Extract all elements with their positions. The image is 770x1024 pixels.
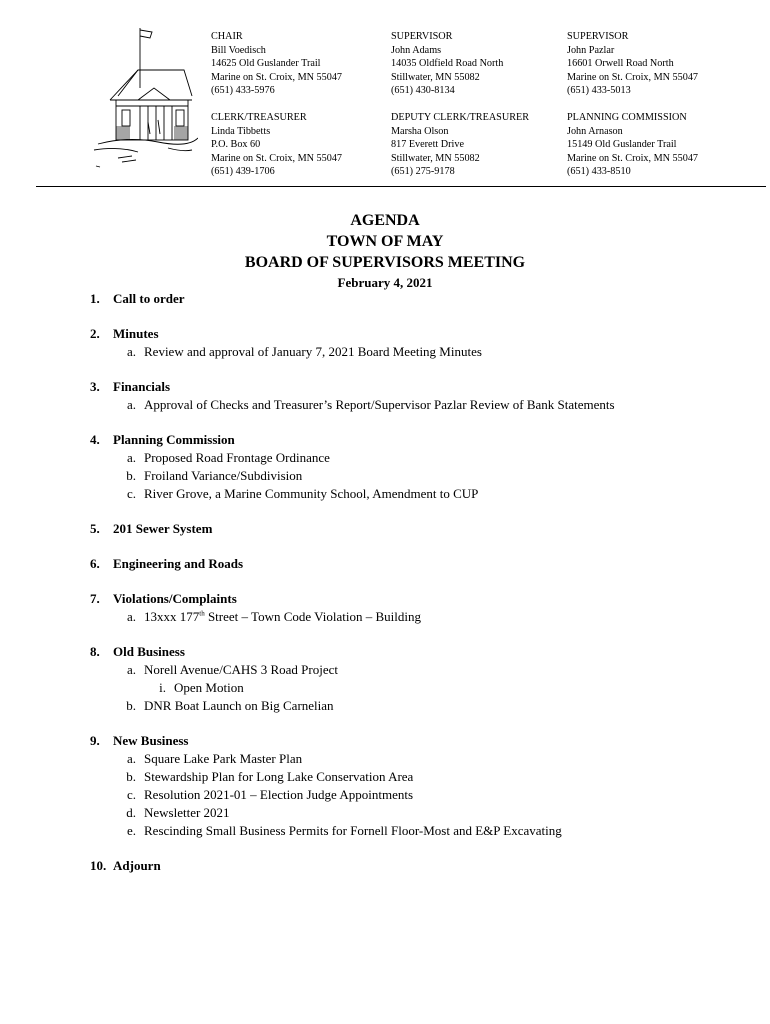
sub-text: Rescinding Small Business Permits for Fornell Floor-Most and E&P Excavating — [144, 823, 562, 838]
contact-planning-commission — [567, 111, 698, 179]
agenda-title-block — [0, 210, 770, 293]
item-title: Violations/Complaints — [113, 591, 237, 606]
header-divider — [36, 186, 766, 187]
contact-city: Stillwater, MN 55082 — [391, 71, 480, 83]
sub-item — [90, 467, 750, 485]
contact-name: John Arnason — [567, 125, 623, 137]
sub-item — [90, 786, 750, 804]
sub-sub-item — [90, 679, 750, 697]
sub-text — [144, 608, 421, 626]
agenda-item-violations — [90, 590, 750, 626]
item-title: New Business — [113, 733, 189, 748]
contact-chair — [211, 30, 342, 98]
item-number: 6. — [90, 556, 100, 571]
title-agenda: AGENDA — [350, 212, 420, 229]
sub-item — [90, 661, 750, 679]
sub-letter: a. — [126, 609, 136, 624]
town-hall-sketch-logo — [88, 26, 198, 176]
item-number: 9. — [90, 733, 100, 748]
contact-city: Marine on St. Croix, MN 55047 — [567, 152, 699, 164]
contact-phone: (651) 275-9178 — [391, 166, 455, 177]
item-number: 3. — [90, 379, 100, 394]
contact-role: CHAIR — [211, 31, 243, 42]
sub-item — [90, 343, 750, 361]
contact-role: SUPERVISOR — [567, 31, 629, 42]
contact-supervisor-pazlar — [567, 30, 698, 98]
item-number: 2. — [90, 326, 100, 341]
sub-letter: a. — [126, 751, 136, 766]
sub-text: Resolution 2021-01 – Election Judge Appointments — [144, 787, 414, 802]
sub-letter: d. — [126, 805, 136, 820]
contact-role: SUPERVISOR — [391, 31, 453, 42]
item-title: Minutes — [113, 326, 159, 341]
sub-text: Newsletter 2021 — [144, 805, 230, 820]
contact-phone: (651) 433-5013 — [567, 85, 631, 96]
contact-address: 14625 Old Guslander Trail — [211, 58, 321, 69]
contact-city: Stillwater, MN 55082 — [391, 152, 480, 164]
contact-phone: (651) 433-5976 — [211, 85, 275, 96]
sub-sub-text: Open Motion — [174, 680, 244, 695]
contact-name: Marsha Olson — [391, 125, 449, 137]
sub-text: Froiland Variance/Subdivision — [144, 468, 303, 483]
sub-roman: i. — [159, 680, 166, 695]
agenda-item-engineering-roads — [90, 555, 750, 573]
item-title: Old Business — [113, 644, 185, 659]
sub-letter: c. — [126, 787, 136, 802]
contact-supervisor-adams — [391, 30, 503, 98]
agenda-item-sewer-system — [90, 520, 750, 538]
item-title: 201 Sewer System — [113, 521, 213, 536]
contact-city: Marine on St. Croix, MN 55047 — [567, 71, 699, 83]
contact-role: CLERK/TREASURER — [211, 112, 307, 123]
sub-text-after: Street – Town Code Violation – Building — [204, 609, 421, 624]
sub-item — [90, 485, 750, 503]
sub-letter: a. — [126, 344, 136, 359]
agenda-item-financials — [90, 378, 750, 414]
item-title: Call to order — [113, 291, 185, 306]
item-title: Planning Commission — [113, 432, 235, 447]
item-number: 7. — [90, 591, 100, 606]
agenda-item-call-to-order — [90, 290, 750, 308]
contact-name: Linda Tibbetts — [211, 125, 271, 137]
title-town: TOWN OF MAY — [326, 233, 444, 250]
contact-address: 15149 Old Guslander Trail — [567, 139, 677, 150]
meeting-date: February 4, 2021 — [337, 275, 433, 290]
sub-text: River Grove, a Marine Community School, Amendment to CUP — [144, 486, 479, 501]
contact-city: Marine on St. Croix, MN 55047 — [211, 71, 343, 83]
contact-name: John Adams — [391, 44, 442, 56]
contact-phone: (651) 439-1706 — [211, 166, 275, 177]
sub-item — [90, 608, 750, 626]
agenda-item-adjourn — [90, 857, 750, 875]
sub-text-before: 13xxx 177 — [144, 609, 200, 624]
sub-letter: e. — [126, 823, 136, 838]
sub-letter: b. — [126, 769, 136, 784]
item-title: Financials — [113, 379, 171, 394]
agenda-item-minutes — [90, 325, 750, 361]
sub-text: Approval of Checks and Treasurer’s Report/Supervisor Pazlar Review of Bank Statements — [144, 397, 615, 412]
sub-letter: c. — [126, 486, 136, 501]
sub-text: Review and approval of January 7, 2021 Board Meeting Minutes — [144, 344, 482, 359]
sub-item — [90, 804, 750, 822]
contact-clerk-treasurer — [211, 111, 342, 179]
sub-item — [90, 750, 750, 768]
sub-item — [90, 768, 750, 786]
item-number: 8. — [90, 644, 100, 659]
sub-item — [90, 449, 750, 467]
sub-letter: b. — [126, 698, 136, 713]
sub-letter: a. — [126, 662, 136, 677]
item-number: 4. — [90, 432, 100, 447]
ordinal-suffix: th — [199, 609, 205, 618]
sub-text: Proposed Road Frontage Ordinance — [144, 450, 330, 465]
sub-text: Stewardship Plan for Long Lake Conservation Area — [144, 769, 414, 784]
agenda-item-old-business — [90, 643, 750, 715]
contact-address: 14035 Oldfield Road North — [391, 58, 504, 69]
contact-role: PLANNING COMMISSION — [567, 112, 687, 123]
item-number: 10. — [90, 858, 107, 873]
agenda-item-planning-commission — [90, 431, 750, 503]
title-meeting: BOARD OF SUPERVISORS MEETING — [244, 254, 526, 271]
contact-address: 16601 Orwell Road North — [567, 58, 674, 69]
contact-name: John Pazlar — [567, 44, 615, 56]
contact-address: 817 Everett Drive — [391, 139, 464, 150]
item-title: Adjourn — [113, 858, 161, 873]
contact-phone: (651) 430-8134 — [391, 85, 455, 96]
sub-text: Square Lake Park Master Plan — [144, 751, 303, 766]
agenda-item-new-business — [90, 732, 750, 840]
sub-item — [90, 697, 750, 715]
contact-address: P.O. Box 60 — [211, 139, 261, 150]
sub-letter: a. — [126, 397, 136, 412]
contact-city: Marine on St. Croix, MN 55047 — [211, 152, 343, 164]
agenda-list — [90, 290, 750, 892]
sub-text: Norell Avenue/CAHS 3 Road Project — [144, 662, 339, 677]
sub-letter: a. — [126, 450, 136, 465]
contact-phone: (651) 433-8510 — [567, 166, 631, 177]
item-number: 1. — [90, 291, 100, 306]
item-number: 5. — [90, 521, 100, 536]
contact-name: Bill Voedisch — [211, 44, 266, 56]
sub-item — [90, 822, 750, 840]
sub-text: DNR Boat Launch on Big Carnelian — [144, 698, 334, 713]
contact-role: DEPUTY CLERK/TREASURER — [391, 112, 530, 123]
item-title: Engineering and Roads — [113, 556, 244, 571]
sub-letter: b. — [126, 468, 136, 483]
sub-item — [90, 396, 750, 414]
contact-deputy-clerk — [391, 111, 529, 179]
